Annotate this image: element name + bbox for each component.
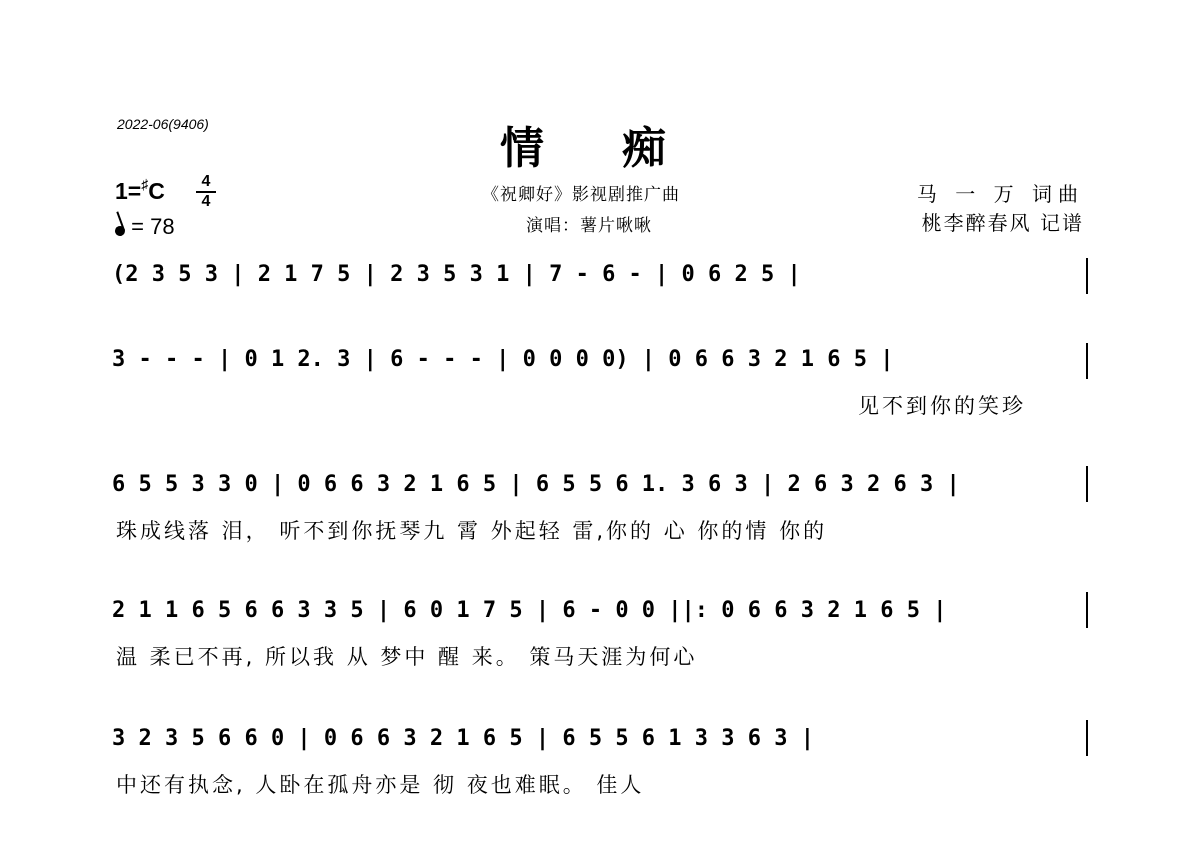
score-line-1: (2 3 5 3 | 2 1 7 5 | 2 3 5 3 1 | 7 - 6 - | 0 6 2 5 | bbox=[112, 262, 801, 287]
score-line-5: 3 2 3 5 6 6 0 | 0 6 6 3 2 1 6 5 | 6 5 5 6 1 3 3 6 3 | bbox=[112, 726, 814, 751]
time-signature bbox=[196, 174, 216, 210]
quarter-note-icon bbox=[114, 225, 127, 238]
meter-bottom: 4 bbox=[201, 193, 211, 210]
subtitle-drama: 《祝卿好》影视剧推广曲 bbox=[482, 185, 680, 205]
bar-end-line-4 bbox=[1086, 592, 1088, 628]
meter-top: 4 bbox=[201, 173, 211, 190]
key-signature bbox=[115, 176, 165, 205]
score-line-4: 2 1 1 6 5 6 6 3 3 5 | 6 0 1 7 5 | 6 - 0 0 ||: 0 6 6 3 2 1 6 5 | bbox=[112, 598, 947, 623]
bar-end-line-5 bbox=[1086, 720, 1088, 756]
tempo-value: = 78 bbox=[131, 214, 175, 239]
lyrics-line-4: 温 柔已不再, 所以我 从 梦中 醒 来。 策马天涯为何心 bbox=[116, 645, 698, 669]
lyrics-line-3: 珠成线落 泪， 听不到你抚琴九 霄 外起轻 雷,你的 心 你的情 你的 bbox=[116, 519, 828, 543]
bar-end-line-2 bbox=[1086, 343, 1088, 379]
key-note: C bbox=[148, 178, 165, 204]
credit-transcriber: 桃李醉春风 记谱 bbox=[921, 211, 1084, 235]
lyrics-line-5: 中还有执念, 人卧在孤舟亦是 彻 夜也难眠。 佳人 bbox=[116, 773, 645, 797]
song-title: 情痴 bbox=[500, 123, 744, 174]
score-line-3: 6 5 5 3 3 0 | 0 6 6 3 2 1 6 5 | 6 5 5 6 1. 3 6 3 | 2 6 3 2 6 3 | bbox=[112, 472, 960, 497]
tempo-marking bbox=[115, 214, 175, 240]
key-label: 1= bbox=[115, 178, 142, 204]
bar-end-line-3 bbox=[1086, 466, 1088, 502]
bar-end-line-1 bbox=[1086, 258, 1088, 294]
subtitle-singer: 演唱：薯片啾啾 bbox=[526, 216, 652, 236]
lyrics-line-2: 见不到你的笑珍 bbox=[858, 394, 1026, 418]
score-code: 2022-06(9406) bbox=[117, 116, 209, 132]
sharp-icon: ♯ bbox=[141, 176, 149, 192]
credit-composer: 马 一 万 词曲 bbox=[916, 182, 1084, 206]
score-line-2: 3 - - - | 0 1 2. 3 | 6 - - - | 0 0 0 0) | 0 6 6 3 2 1 6 5 | bbox=[112, 347, 894, 372]
